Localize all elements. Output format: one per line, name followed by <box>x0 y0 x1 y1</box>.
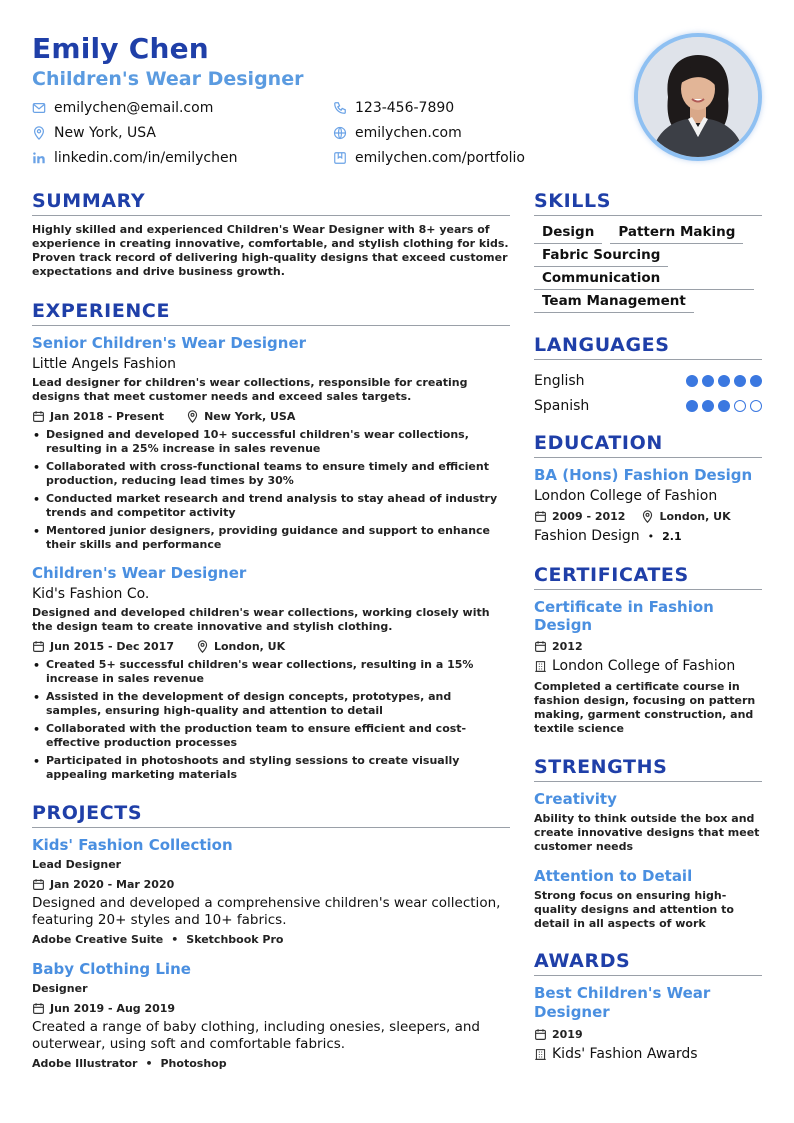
award-issuer-row <box>534 1046 762 1062</box>
pin-icon <box>641 510 654 523</box>
project-dates: Jun 2019 - Aug 2019 <box>50 1001 176 1015</box>
strength-title: Attention to Detail <box>534 867 693 885</box>
avatar-illustration <box>638 37 758 157</box>
skill-tag: Fabric Sourcing <box>534 247 668 267</box>
summary-heading: SUMMARY <box>32 190 510 216</box>
list-item: • Designed and developed 10+ successful children's wear collections, resulting in a 25% increase in sales revenue <box>32 428 510 456</box>
education-field-row: Fashion Design • 2.1 <box>534 528 682 544</box>
project-meta <box>32 876 510 892</box>
education-location: London, UK <box>659 509 731 523</box>
awards-heading: AWARDS <box>534 950 762 976</box>
strength-title: Creativity <box>534 790 617 808</box>
location-text: New York, USA <box>54 125 156 141</box>
list-item: • Assisted in the development of design concepts, prototypes, and samples, ensuring high-quality and attention to detail <box>32 690 510 718</box>
project-title: Kids' Fashion Collection <box>32 836 233 854</box>
strengths-heading: STRENGTHS <box>534 756 762 782</box>
project-meta <box>32 1000 510 1016</box>
strength-description: Strong focus on ensuring high-quality designs and attention to detail in all aspects of work <box>534 889 734 930</box>
job-bullets <box>32 428 510 552</box>
job-dates: Jan 2018 - Present <box>50 409 165 423</box>
job-title: Senior Children's Wear Designer <box>32 334 307 352</box>
project-description: Designed and developed a comprehensive children's wear collection, featuring 20+ styles and 10+ fabrics. <box>32 895 501 928</box>
portfolio-icon <box>333 151 347 165</box>
education-meta <box>534 508 762 524</box>
linkedin-text: linkedin.com/in/emilychen <box>54 150 238 166</box>
contact-location <box>32 123 156 143</box>
contact-website[interactable] <box>333 123 462 143</box>
email-text: emilychen@email.com <box>54 100 214 116</box>
skills-heading: SKILLS <box>534 190 762 216</box>
languages-heading: LANGUAGES <box>534 334 762 360</box>
company-name: Little Angels Fashion <box>32 356 177 372</box>
language-name: Spanish <box>534 397 590 414</box>
left-column <box>32 190 510 1070</box>
tool-tag: Adobe Illustrator <box>32 1057 138 1070</box>
experience-item-1 <box>32 334 510 552</box>
calendar-icon <box>534 640 547 653</box>
contact-block <box>32 98 592 170</box>
language-level <box>682 375 762 387</box>
school-name <box>534 488 762 504</box>
projects-heading: PROJECTS <box>32 802 510 828</box>
building-icon <box>534 1048 547 1061</box>
level-dot <box>750 375 762 387</box>
level-dot <box>686 375 698 387</box>
mail-icon <box>32 101 46 115</box>
degree-title: BA (Hons) Fashion Design <box>534 466 753 484</box>
certificate-description: Completed a certificate course in fashion design, focusing on pattern making, garment construction, and textile science <box>534 680 756 735</box>
pin-icon <box>32 126 46 140</box>
skills-list <box>534 224 762 316</box>
building-icon <box>534 660 547 673</box>
project-role: Designer <box>32 982 88 995</box>
skill-tag: Communication <box>534 270 754 290</box>
globe-icon <box>333 126 347 140</box>
language-row <box>534 368 762 393</box>
linkedin-icon <box>32 151 46 165</box>
experience-heading: EXPERIENCE <box>32 300 510 326</box>
level-dot <box>734 400 746 412</box>
skill-tag: Team Management <box>534 293 694 313</box>
pin-icon <box>196 640 209 653</box>
job-meta <box>32 638 510 654</box>
job-meta <box>32 408 510 424</box>
list-item: • Participated in photoshoots and styling sessions to create visually appealing marketing materials <box>32 754 510 782</box>
job-location: London, UK <box>213 639 286 653</box>
level-dot <box>750 400 762 412</box>
pin-icon <box>186 410 199 423</box>
award-year-row <box>534 1026 762 1042</box>
education-dates: 2009 - 2012 <box>552 509 626 523</box>
profile-photo <box>634 33 762 161</box>
list-item: • Collaborated with cross-functional teams to ensure timely and efficient production, reducing lead times by 30% <box>32 460 510 488</box>
contact-phone[interactable] <box>333 98 454 118</box>
language-level <box>682 400 762 412</box>
phone-icon <box>333 101 347 115</box>
job-title: Children's Wear Designer <box>32 564 247 582</box>
award-title: Best Children's Wear Designer <box>534 984 711 1021</box>
job-description: Designed and developed children's wear collections, working closely with the design team to create innovative and stylish clothing. <box>32 606 490 633</box>
level-dot <box>702 375 714 387</box>
skill-tag: Pattern Making <box>610 224 743 244</box>
certificate-year-row <box>534 638 762 654</box>
project-description: Created a range of baby clothing, including onesies, sleepers, and outerwear, using soft and comfortable fabrics. <box>32 1019 480 1052</box>
calendar-icon <box>32 640 45 653</box>
education-gpa: 2.1 <box>662 529 682 543</box>
award-issuer: Kids' Fashion Awards <box>552 1046 698 1062</box>
website-text: emilychen.com <box>355 125 462 141</box>
role-title: Children's Wear Designer <box>32 68 304 90</box>
list-item: • Mentored junior designers, providing guidance and support to enhance their skills and performance <box>32 524 510 552</box>
experience-item-2 <box>32 564 510 782</box>
certificate-issuer-row <box>534 658 762 674</box>
certificate-title: Certificate in Fashion Design <box>534 598 714 634</box>
contact-email[interactable] <box>32 98 213 118</box>
project-tools: Adobe Creative Suite • Sketchbook Pro <box>32 933 284 946</box>
level-dot <box>702 400 714 412</box>
tool-tag: Adobe Creative Suite <box>32 933 164 946</box>
right-column <box>534 190 762 1062</box>
calendar-icon <box>32 878 45 891</box>
calendar-icon <box>32 410 45 423</box>
calendar-icon <box>32 1002 45 1015</box>
certificates-heading: CERTIFICATES <box>534 564 762 590</box>
company-name: Kid's Fashion Co. <box>32 586 150 602</box>
level-dot <box>686 400 698 412</box>
tool-tag: Photoshop <box>160 1057 227 1070</box>
award-year: 2019 <box>552 1027 583 1041</box>
phone-text: 123-456-7890 <box>355 100 455 116</box>
job-bullets <box>32 658 510 782</box>
job-location: New York, USA <box>204 409 296 423</box>
project-role: Lead Designer <box>32 858 122 871</box>
project-item-1 <box>32 836 510 946</box>
tool-tag: Sketchbook Pro <box>186 933 284 946</box>
project-item-2 <box>32 960 510 1070</box>
education-heading: EDUCATION <box>534 432 762 458</box>
list-item: • Conducted market research and trend analysis to stay ahead of industry trends and competitor activity <box>32 492 510 520</box>
level-dot <box>718 375 730 387</box>
certificate-issuer: London College of Fashion <box>552 658 736 674</box>
summary-text: Highly skilled and experienced Children's Wear Designer with 8+ years of experience in creating innovative, comfortable, and stylish clothing for kids. Proven track record of delivering high-quality designs that exceed customer expectations and drive business growth. <box>32 223 509 278</box>
calendar-icon <box>534 510 547 523</box>
strength-description: Ability to think outside the box and create innovative designs that meet customer needs <box>534 812 760 853</box>
calendar-icon <box>534 1028 547 1041</box>
list-item: • Created 5+ successful children's wear collections, resulting in a 15% increase in sales revenue <box>32 658 510 686</box>
contact-portfolio[interactable] <box>333 148 525 168</box>
language-name: English <box>534 372 585 389</box>
job-dates: Jun 2015 - Dec 2017 <box>50 639 174 653</box>
skill-tag: Design <box>534 224 602 244</box>
level-dot <box>718 400 730 412</box>
job-description: Lead designer for children's wear collections, responsible for creating designs that meet customer needs and exceed sales targets. <box>32 376 468 403</box>
portfolio-text: emilychen.com/portfolio <box>355 150 525 166</box>
name-heading: Emily Chen <box>32 32 209 65</box>
level-dot <box>734 375 746 387</box>
education-field: Fashion Design <box>534 528 640 544</box>
school-text: London College of Fashion <box>534 488 718 504</box>
language-row <box>534 393 762 418</box>
list-item: • Collaborated with the production team to ensure efficient and cost-effective production processes <box>32 722 510 750</box>
project-title: Baby Clothing Line <box>32 960 191 978</box>
project-tools: Adobe Illustrator • Photoshop <box>32 1057 227 1070</box>
project-dates: Jan 2020 - Mar 2020 <box>50 877 175 891</box>
certificate-year: 2012 <box>552 639 583 653</box>
contact-linkedin[interactable] <box>32 148 237 168</box>
